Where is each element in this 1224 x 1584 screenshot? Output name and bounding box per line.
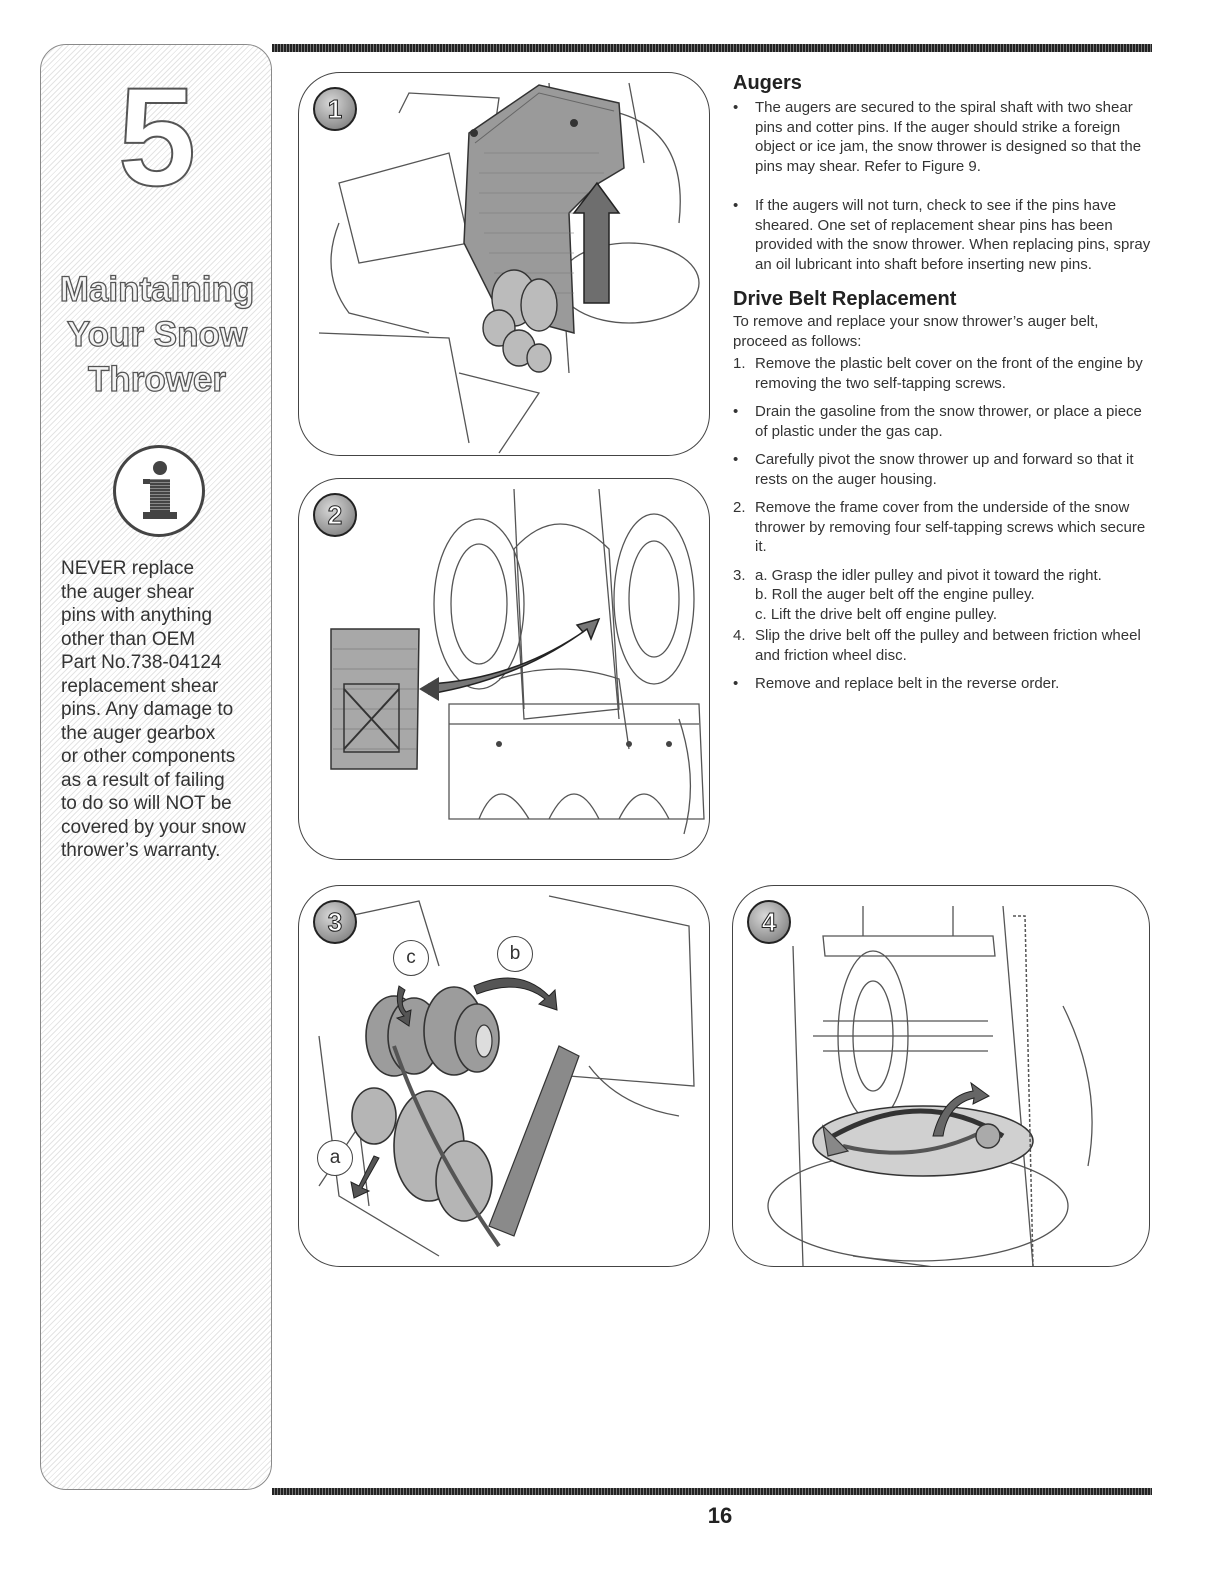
figure-2-illustration [299, 479, 710, 860]
figure-4-illustration [733, 886, 1150, 1267]
note-line: other than OEM [61, 628, 196, 650]
info-icon-dot [153, 461, 167, 475]
step-text: Remove and replace belt in the reverse order. [755, 675, 1060, 692]
step-item [733, 402, 1153, 441]
bullet-marker: • [733, 197, 739, 214]
note-line: replacement shear [61, 675, 219, 697]
step-marker: 4. [733, 627, 746, 644]
instructions-column [733, 72, 1153, 694]
bullet-text: If the augers will not turn, check to see if the pins have sheared. One set of replacement shear pins has been provided with the snow thrower. When replacing pins, spray an oil lubricant into shaft before inserting new pins. [755, 197, 1151, 273]
figure-1-illustration [299, 73, 710, 456]
step-marker: 3. [733, 566, 746, 584]
figure-number-badge: 4 [747, 900, 791, 944]
step-text: Slip the drive belt off the pulley and between friction wheel and friction wheel disc. [755, 627, 1141, 664]
note-line: the auger shear [61, 581, 195, 603]
note-line: NEVER replace [61, 558, 195, 579]
step-text: Remove the frame cover from the underside of the snow thrower by removing four self-tapping screws which secure it. [755, 499, 1146, 555]
step-item [733, 674, 1153, 694]
step-item [733, 626, 1153, 665]
note-line: pins. Any damage to [61, 699, 234, 720]
chapter-sidebar [40, 44, 272, 1490]
step-text: Carefully pivot the snow thrower up and forward so that it rests on the auger housing. [755, 451, 1134, 488]
note-line: or other components [61, 746, 236, 767]
step-item [733, 498, 1153, 557]
note-line: Part No.738-04124 [61, 652, 222, 673]
footer-rule [272, 1488, 1152, 1495]
note-line: the auger gearbox [61, 722, 216, 744]
sub-step: b. Roll the auger belt off the engine pulley. [755, 586, 1035, 603]
step-item [733, 450, 1153, 489]
chapter-title-line: Thrower [87, 360, 227, 399]
shear-pin-warning [61, 557, 271, 863]
note-line: pins with anything [61, 605, 213, 626]
step-text: Drain the gasoline from the snow thrower, or place a piece of plastic under the gas cap. [755, 403, 1142, 440]
step-marker: 2. [733, 499, 746, 516]
bullet-marker: • [733, 99, 739, 116]
page-number: 16 [707, 1503, 733, 1528]
callout-b: b [497, 936, 533, 972]
note-line: to do so will NOT be [61, 793, 232, 814]
note-line: as a result of failing [61, 769, 225, 791]
augers-heading: Augers [733, 72, 802, 94]
figure-4 [732, 885, 1150, 1267]
figure-3 [298, 885, 710, 1267]
drive-belt-intro: To remove and replace your snow thrower’s auger belt, proceed as follows: [733, 313, 1099, 350]
augers-bullet [733, 98, 1153, 176]
figure-number-badge: 2 [313, 493, 357, 537]
info-icon-stem [150, 479, 170, 515]
info-icon [113, 445, 205, 537]
sub-step: c. Lift the drive belt off engine pulley. [755, 605, 998, 623]
note-line: covered by your snow [61, 816, 246, 838]
figure-2 [298, 478, 710, 860]
step-text: Remove the plastic belt cover on the front of the engine by removing the two self-tapping screws. [755, 355, 1143, 392]
augers-bullet [733, 196, 1153, 274]
info-icon-base [143, 512, 177, 519]
callout-a: a [317, 1140, 353, 1176]
step-marker: • [733, 403, 739, 420]
callout-c: c [393, 940, 429, 976]
figure-number-badge: 3 [313, 900, 357, 944]
chapter-title [41, 267, 273, 402]
bullet-text: The augers are secured to the spiral shaft with two shear pins and cotter pins. If the auger should strike a foreign object or ice jam, the snow thrower is designed so that the pins may shear. Refer to Figure 9. [755, 99, 1142, 175]
header-rule [272, 44, 1152, 52]
note-line: thrower’s warranty. [61, 840, 221, 861]
drive-belt-heading: Drive Belt Replacement [733, 288, 957, 310]
step-item [733, 566, 1153, 625]
chapter-title-line: Maintaining [59, 270, 255, 309]
step-text: a. Grasp the idler pulley and pivot it toward the right. [755, 566, 1102, 584]
step-marker: • [733, 675, 739, 692]
figure-number-badge: 1 [313, 87, 357, 131]
step-item [733, 354, 1153, 393]
chapter-title-line: Your Snow [66, 315, 248, 354]
step-marker: 1. [733, 355, 746, 372]
figure-1 [298, 72, 710, 456]
chapter-number: 5 [118, 58, 196, 215]
step-marker: • [733, 451, 739, 468]
